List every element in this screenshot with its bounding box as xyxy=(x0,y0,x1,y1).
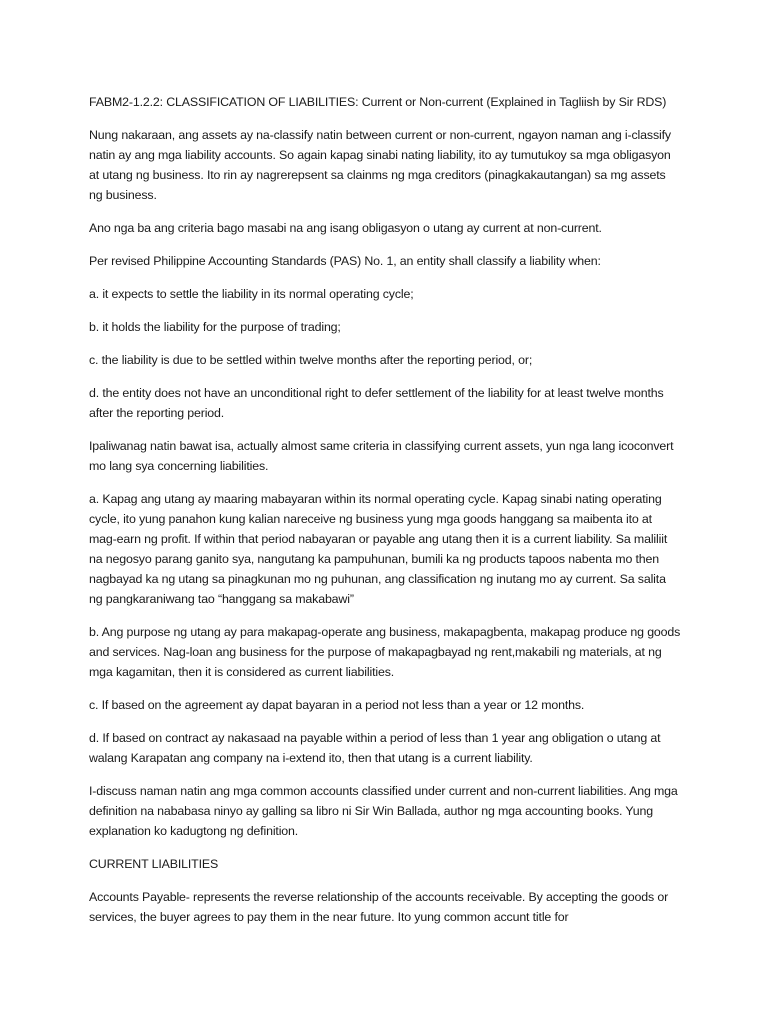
paragraph-accounts-payable: Accounts Payable- represents the reverse relationship of the accounts receivable. By accepting the goods or services, the buyer agrees to pay them in the near future. Ito yung common accunt title for xyxy=(89,890,669,924)
criteria-item-c: c. the liability is due to be settled within twelve months after the reporting period, or; xyxy=(89,353,533,367)
document-title: FABM2-1.2.2: CLASSIFICATION OF LIABILITIES: Current or Non-current (Explained in Tagliish by Sir RDS) xyxy=(89,95,667,109)
paragraph-intro: Nung nakaraan, ang assets ay na-classify natin between current or non-current, ngayon naman ang i-classify natin ay ang mga liability accounts. So again kapag sinabi nating liability, ito ay tumutukoy sa mga obligasyon at utang ng business. Ito rin ay nagrerepsent sa clainms ng mga creditors (pinagkakautangan) sa mg assets ng business. xyxy=(89,128,671,202)
paragraph-explanation-intro: Ipaliwanag natin bawat isa, actually almost same criteria in classifying current assets, yun nga lang icoconvert mo lang sya concerning liabilities. xyxy=(89,439,674,473)
document-body xyxy=(89,92,681,940)
paragraph-common-accounts: I-discuss naman natin ang mga common accounts classified under current and non-current liabilities. Ang mga definition na nababasa ninyo ay galling sa libro ni Sir Win Ballada, author ng mga accounting books. Yung explanation ko kadugtong ng definition. xyxy=(89,784,678,838)
criteria-item-b: b. it holds the liability for the purpose of trading; xyxy=(89,320,341,334)
criteria-item-d: d. the entity does not have an unconditional right to defer settlement of the liability for at least twelve months after the reporting period. xyxy=(89,386,664,420)
section-heading-current-liabilities: CURRENT LIABILITIES xyxy=(89,857,219,871)
explanation-item-a: a. Kapag ang utang ay maaring mabayaran within its normal operating cycle. Kapag sinabi nating operating cycle, ito yung panahon kung kalian nareceive ng business yung mga goods hanggang sa maibenta ito at mag-earn ng profit. If within that period nabayaran or payable ang utang then it is a current liability. Sa maliliit na negosyo parang ganito sya, nangutang ka pampuhunan, bumili ka ng products tapoos nabenta mo then nagbayad ka ng utang sa pinagkunan mo ng puhunan, ang classification ng inutang mo ay current. Sa salita ng pangkaraniwang tao “hanggang sa makabawi” xyxy=(89,492,668,606)
explanation-item-b: b. Ang purpose ng utang ay para makapag-operate ang business, makapagbenta, makapag produce ng goods and services. Nag-loan ang business for the purpose of makapagbayad ng rent,makabili ng materials, at ng mga kagamitan, then it is considered as current liabilities. xyxy=(89,625,681,679)
paragraph-pas-standard: Per revised Philippine Accounting Standards (PAS) No. 1, an entity shall classify a liability when: xyxy=(89,254,601,268)
explanation-item-c: c. If based on the agreement ay dapat bayaran in a period not less than a year or 12 months. xyxy=(89,698,585,712)
paragraph-question: Ano nga ba ang criteria bago masabi na ang isang obligasyon o utang ay current at non-current. xyxy=(89,221,602,235)
criteria-item-a: a. it expects to settle the liability in its normal operating cycle; xyxy=(89,287,414,301)
explanation-item-d: d. If based on contract ay nakasaad na payable within a period of less than 1 year ang obligation o utang at walang Karapatan ang company na i-extend ito, then that utang is a current liability. xyxy=(89,731,661,765)
